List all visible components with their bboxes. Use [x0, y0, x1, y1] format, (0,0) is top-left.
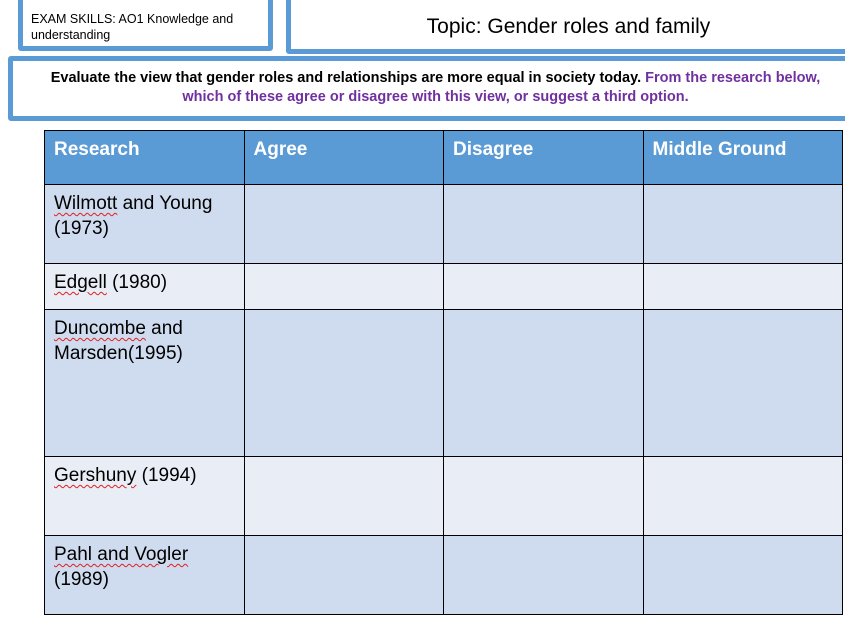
middle-ground-cell[interactable] — [643, 536, 843, 615]
middle-ground-cell[interactable] — [643, 185, 843, 264]
header-research: Research — [45, 131, 245, 185]
disagree-cell[interactable] — [444, 310, 644, 457]
exam-skills-box — [18, 0, 273, 51]
research-name: Wilmott — [54, 193, 118, 214]
exam-skills-text: EXAM SKILLS: AO1 Knowledge and understanding — [31, 12, 234, 42]
header-agree: Agree — [244, 131, 444, 185]
middle-ground-cell[interactable] — [643, 310, 843, 457]
header-disagree: Disagree — [444, 131, 644, 185]
research-detail: and Marsden(1995) — [54, 318, 183, 364]
middle-ground-cell[interactable] — [643, 457, 843, 536]
table-row — [45, 310, 843, 457]
research-detail: (1989) — [54, 569, 109, 590]
topic-title: Topic: Gender roles and family — [426, 15, 711, 38]
topic-box — [286, 0, 845, 54]
research-cell — [45, 536, 245, 615]
table-header-row — [45, 131, 843, 185]
research-cell — [45, 310, 245, 457]
research-detail: and Young (1973) — [54, 193, 213, 239]
agree-cell[interactable] — [244, 457, 444, 536]
research-name: Gershuny — [54, 465, 137, 486]
header-middle-ground: Middle Ground — [643, 131, 843, 185]
research-cell — [45, 457, 245, 536]
research-cell — [45, 185, 245, 264]
middle-ground-cell[interactable] — [643, 264, 843, 310]
disagree-cell[interactable] — [444, 536, 644, 615]
agree-cell[interactable] — [244, 310, 444, 457]
question-box — [8, 56, 845, 121]
disagree-cell[interactable] — [444, 264, 644, 310]
agree-cell[interactable] — [244, 536, 444, 615]
table-row — [45, 536, 843, 615]
disagree-cell[interactable] — [444, 185, 644, 264]
research-detail: (1994) — [136, 465, 197, 486]
research-name: Edgell — [54, 272, 107, 293]
table-row — [45, 457, 843, 536]
table-row — [45, 185, 843, 264]
agree-cell[interactable] — [244, 264, 444, 310]
research-detail: (1980) — [106, 272, 168, 293]
research-table — [44, 130, 843, 615]
research-cell — [45, 264, 245, 310]
agree-cell[interactable] — [244, 185, 444, 264]
question-text: Evaluate the view that gender roles and relationships are more equal in society today. — [50, 70, 642, 86]
question-instruction: From the research below, which of these agree or disagree with this view, or suggest a third option. — [182, 70, 821, 105]
research-name: Pahl and Vogler — [54, 544, 189, 565]
research-name: Duncombe — [54, 318, 146, 339]
disagree-cell[interactable] — [444, 457, 644, 536]
table-row — [45, 264, 843, 310]
